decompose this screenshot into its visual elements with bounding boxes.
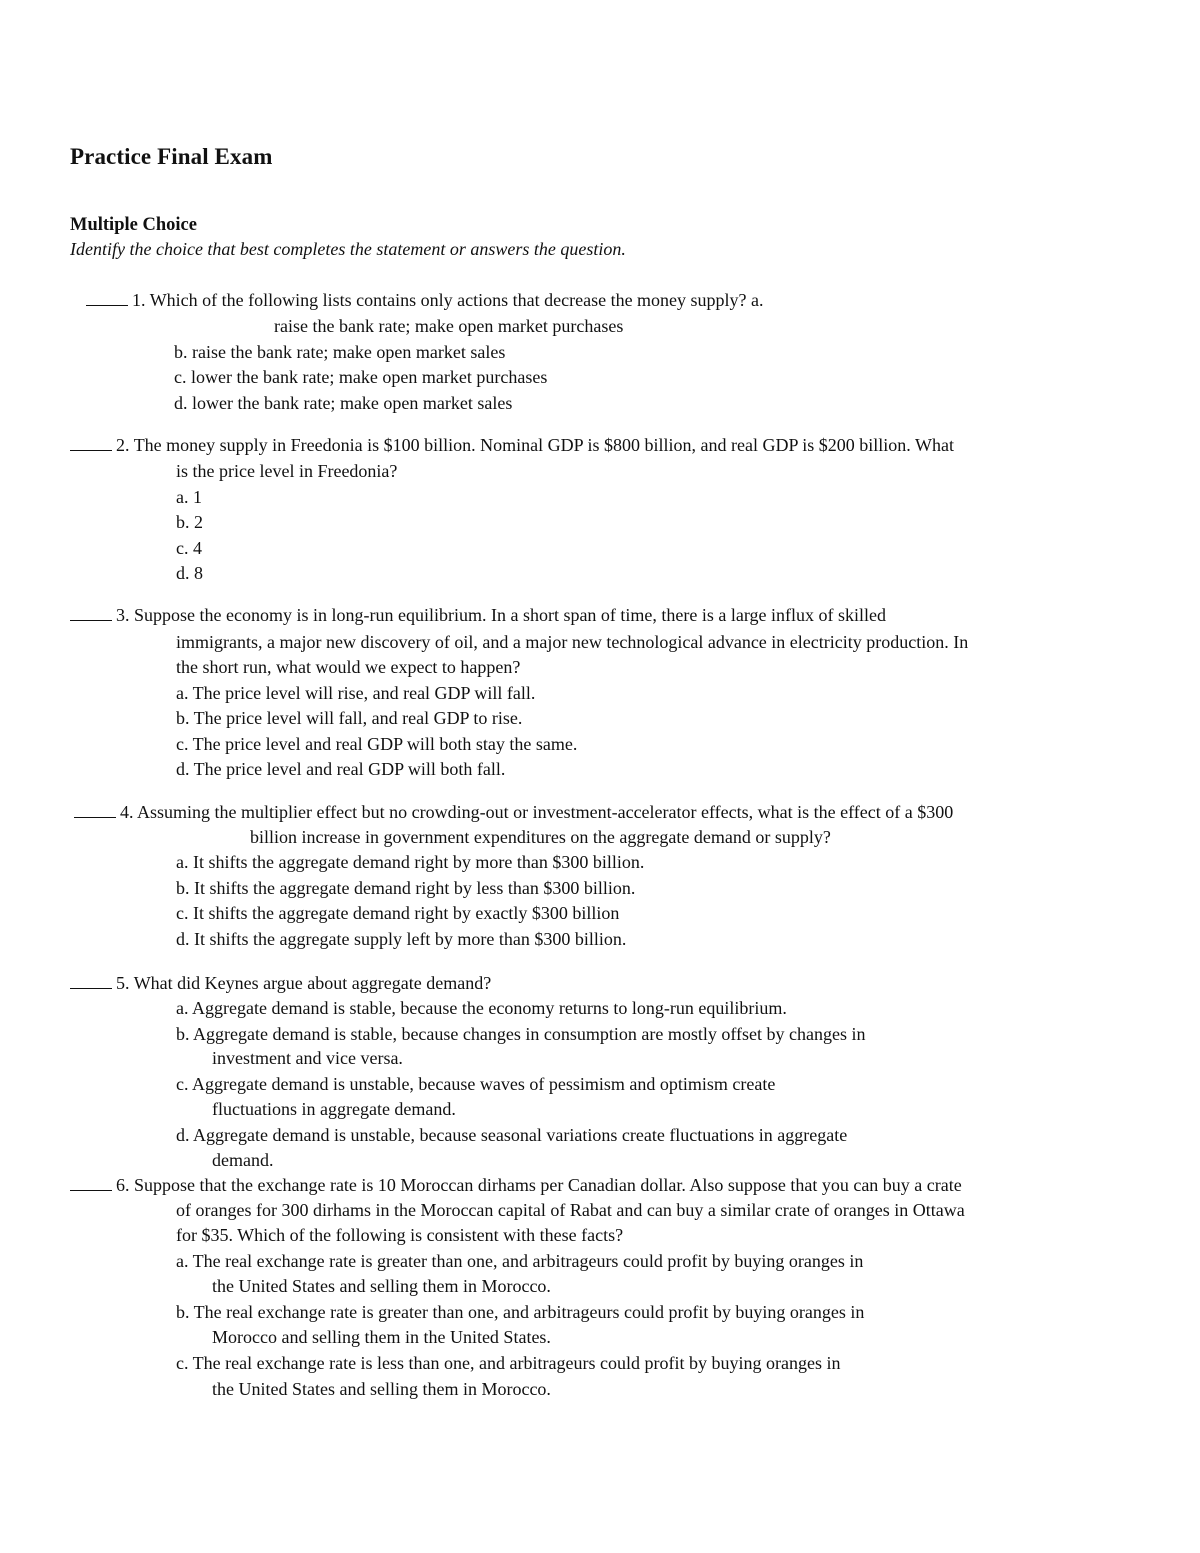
question-2-option-d: d. 8 bbox=[176, 563, 203, 583]
question-2-stem bbox=[70, 434, 954, 456]
question-6-option-c-line-1: c. The real exchange rate is less than one, and arbitrageurs could profit by buying oranges in bbox=[176, 1353, 841, 1373]
question-1-option-b: b. raise the bank rate; make open market sales bbox=[174, 342, 506, 362]
question-2-option-c: c. 4 bbox=[176, 538, 202, 558]
question-5-option-b-line-2: investment and vice versa. bbox=[212, 1048, 403, 1068]
question-4-option-d: d. It shifts the aggregate supply left by more than $300 billion. bbox=[176, 929, 627, 949]
question-5-option-b-line-1: b. Aggregate demand is stable, because changes in consumption are mostly offset by changes in bbox=[176, 1024, 866, 1044]
question-1-number: 1. bbox=[132, 290, 146, 310]
question-5-stem bbox=[70, 972, 491, 994]
answer-blank-3[interactable] bbox=[70, 605, 112, 621]
question-4-option-b: b. It shifts the aggregate demand right by less than $300 billion. bbox=[176, 878, 636, 898]
question-5-option-c-line-1: c. Aggregate demand is unstable, because waves of pessimism and optimism create bbox=[176, 1074, 776, 1094]
question-4-text-line-1: Assuming the multiplier effect but no crowding-out or investment-accelerator effects, what is the effect of a $300 bbox=[137, 802, 954, 822]
question-2-number: 2. bbox=[116, 435, 130, 455]
section-heading: Multiple Choice bbox=[70, 215, 197, 235]
question-1-option-a: raise the bank rate; make open market purchases bbox=[274, 316, 624, 336]
question-5-option-a: a. Aggregate demand is stable, because the economy returns to long-run equilibrium. bbox=[176, 998, 787, 1018]
answer-blank-1[interactable] bbox=[86, 290, 128, 306]
question-1-stem bbox=[86, 289, 764, 311]
answer-blank-6[interactable] bbox=[70, 1175, 112, 1191]
instructions-text: Identify the choice that best completes the statement or answers the question. bbox=[70, 239, 626, 259]
question-5-option-d-line-2: demand. bbox=[212, 1150, 274, 1170]
question-3-number: 3. bbox=[116, 605, 130, 625]
question-6-option-c-line-2: the United States and selling them in Morocco. bbox=[212, 1379, 551, 1399]
question-3-stem bbox=[70, 604, 886, 626]
answer-blank-2[interactable] bbox=[70, 435, 112, 451]
question-4-option-a: a. It shifts the aggregate demand right by more than $300 billion. bbox=[176, 852, 645, 872]
answer-blank-4[interactable] bbox=[74, 802, 116, 818]
question-6-text-line-2: of oranges for 300 dirhams in the Moroccan capital of Rabat and can buy a similar crate of oranges in Ottawa bbox=[176, 1200, 965, 1220]
question-6-text-line-1: Suppose that the exchange rate is 10 Moroccan dirhams per Canadian dollar. Also suppose that you can buy a crate bbox=[134, 1175, 962, 1195]
question-6-option-b-line-2: Morocco and selling them in the United States. bbox=[212, 1327, 551, 1347]
question-5-option-d-line-1: d. Aggregate demand is unstable, because seasonal variations create fluctuations in aggregate bbox=[176, 1125, 848, 1145]
question-5-option-c-line-2: fluctuations in aggregate demand. bbox=[212, 1099, 456, 1119]
question-3-option-c: c. The price level and real GDP will both stay the same. bbox=[176, 734, 578, 754]
question-6-option-b-line-1: b. The real exchange rate is greater than one, and arbitrageurs could profit by buying oranges in bbox=[176, 1302, 865, 1322]
question-3-text-line-1: Suppose the economy is in long-run equilibrium. In a short span of time, there is a large influx of skilled bbox=[134, 605, 887, 625]
question-5-text-line-1: What did Keynes argue about aggregate demand? bbox=[133, 973, 492, 993]
question-3-option-d: d. The price level and real GDP will both fall. bbox=[176, 759, 506, 779]
question-2-option-b: b. 2 bbox=[176, 512, 203, 532]
question-3-text-line-2: immigrants, a major new discovery of oil, and a major new technological advance in electricity production. In bbox=[176, 632, 969, 652]
question-5-number: 5. bbox=[116, 973, 130, 993]
question-4-number: 4. bbox=[120, 802, 134, 822]
question-2-option-a: a. 1 bbox=[176, 487, 202, 507]
question-4-text-line-2: billion increase in government expenditures on the aggregate demand or supply? bbox=[250, 827, 831, 847]
question-1-option-d: d. lower the bank rate; make open market sales bbox=[174, 393, 513, 413]
question-6-option-a-line-1: a. The real exchange rate is greater than one, and arbitrageurs could profit by buying oranges in bbox=[176, 1251, 864, 1271]
question-2-text-line-1: The money supply in Freedonia is $100 billion. Nominal GDP is $800 billion, and real GDP is $200 billion. What bbox=[133, 435, 954, 455]
page-title: Practice Final Exam bbox=[70, 144, 273, 169]
question-1-text-line-1: Which of the following lists contains only actions that decrease the money supply? a. bbox=[149, 290, 764, 310]
question-4-stem bbox=[74, 801, 953, 823]
question-6-stem bbox=[70, 1174, 962, 1196]
question-3-text-line-3: the short run, what would we expect to happen? bbox=[176, 657, 521, 677]
question-1-option-c: c. lower the bank rate; make open market purchases bbox=[174, 367, 548, 387]
question-6-text-line-3: for $35. Which of the following is consistent with these facts? bbox=[176, 1225, 624, 1245]
question-6-option-a-line-2: the United States and selling them in Morocco. bbox=[212, 1276, 551, 1296]
question-4-option-c: c. It shifts the aggregate demand right by exactly $300 billion bbox=[176, 903, 620, 923]
question-3-option-a: a. The price level will rise, and real GDP will fall. bbox=[176, 683, 536, 703]
question-2-text-line-2: is the price level in Freedonia? bbox=[176, 461, 398, 481]
question-3-option-b: b. The price level will fall, and real GDP to rise. bbox=[176, 708, 523, 728]
question-6-number: 6. bbox=[116, 1175, 130, 1195]
answer-blank-5[interactable] bbox=[70, 973, 112, 989]
